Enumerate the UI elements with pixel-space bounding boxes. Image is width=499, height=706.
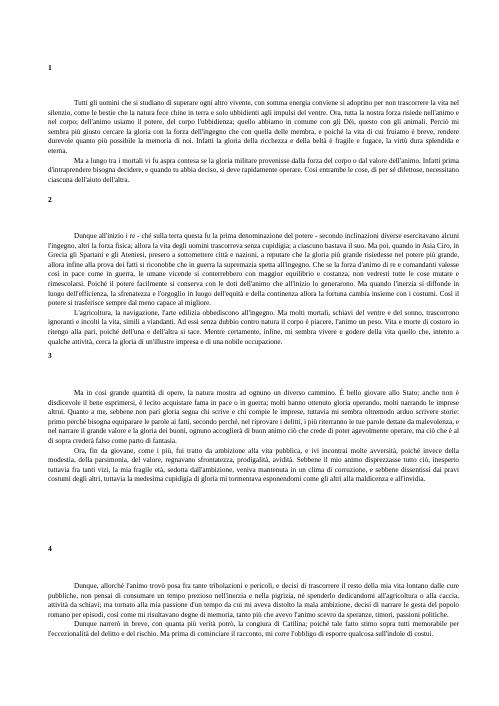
paragraph: Ora, fin da giovane, come i più, fui tratto da ambizione alla vita pubblica, e ivi incontrai molte avversità, poiché invece della modestia, della parsimonia, del valore, regnavano sfrontatezza, prodigalità, avidità. Sebbene il mio animo disprezzasse tutto ciò, inesperto tuttavia fra tanti vizi, la mia fragile età, sedotta dall'ambizione, veniva mantenuta in un clima di corruzione, e sebbene dissentissi dai pravi costumi degli altri, tuttavia la medesima cupidigia di gloria mi tormentava esponendomi come gli altri alla maldicenza e all'invidia. bbox=[48, 446, 459, 484]
section-number-4: 4 bbox=[48, 544, 52, 553]
section-3-text bbox=[48, 389, 459, 485]
section-number-1: 1 bbox=[48, 63, 52, 72]
section-4-text bbox=[48, 582, 459, 640]
paragraph: Dunque narrerò in breve, con quanta più verità potrò, la congiura di Catilina; poiché tale fatto stimo sopra tutti memorabile per l'eccezionalità del delitto e del rischio. Ma prima di cominciare il racconto, mi corre l'obbligo di esporre qualcosa sull'indole di costui. bbox=[48, 620, 459, 638]
section-number-2: 2 bbox=[48, 195, 52, 204]
paragraph: Dunque, allorché l'animo trovò posa fra tante tribolazioni e pericoli, e decisi di trascorrere il resto della mia vita lontano dalle cure pubbliche, non pensai di consumare un tempo prezioso nell'inerzia e nella pigrizia, né spenderlo dedicandomi all'agricoltura o alla caccia, attività da schiavi; ma tornato alla mia passione d'un tempo da cui mi aveva distolto la mala ambizione, decisi di narrare le gesta del popolo romano per episodi, così come mi risultavano degne di memoria, tanto più che avevo l'animo scevro da speranze, timori, passioni politiche. bbox=[48, 582, 459, 619]
section-2-text bbox=[48, 232, 459, 347]
paragraph: Dunque all'inizio i re - ché sulla terra questa fu la prima denominazione del potere - secondo inclinazioni diverse esercitavano alcuni l'ingegno, altri la forza fisica; allora la vita degli uomini trascorreva senza cupidigia; a ciascuno bastava il suo. Ma poi, quando in Asia Ciro, in Grecia gli Spartani e gli Ateniesi, presero a sottomettere città e nazioni, a reputare che la gloria più grande risiedesse nel potere più grande, allora infine alla prova dei fatti si riconobbe che in guerra la supremazia spetta all'ingegno. Che se la forza d'animo di re e comandanti valesse così in pace come in guerra, le umane vicende si conterrebbero con maggior equilibrio e costanza, non vedresti tutte le cose mutare e rimescolarsi. Poiché il potere facilmente si conserva con le doti dell'animo che all'inizio lo generarono. Ma quando l'inerzia si diffonde in luogo dell'efficienza, la sfrenatezza e l'orgoglio in luogo dell'equità e della continenza allora la fortuna cambia insieme con i costumi. Così il potere si trasferisce sempre dal meno capace al migliore. bbox=[48, 232, 459, 308]
paragraph: Ma a lungo tra i mortali vi fu aspra contesa se la gloria militare provenisse dalla forza del corpo o dal valore dell'animo. Infatti prima d'intraprendere bisogna decidere, e quando tu abbia deciso, si deve rapidamente operare. Così entrambe le cose, di per sé difettose, necessitano ciascuna dell'aiuto dell'altra. bbox=[48, 156, 459, 184]
section-number-3: 3 bbox=[48, 351, 52, 360]
paragraph: Tutti gli uomini che si studiano di superare ogni altro vivente, con somma energia conviene si adoprino per non trascorrere la vita nel silenzio, come le bestie che la natura fece chine in terra e solo ubbidienti agli impulsi del ventre. Ora, tutta la nostra forza risiede nell'animo e nel corpo; dell'animo usiamo il potere, del corpo l'ubbidienza; quello abbiamo in comune con gli Déi, questo con gli animali. Perciò mi sembra più giusto cercare la gloria con la forza dell'ingegno che con quella delle membra, e poiché la vita di cui fruiamo è breve, rendere durevole quanto più possibile la memoria di noi. Infatti la gloria della ricchezza e della beltà è fragile e fugace, la virtù dura splendida e eterna. bbox=[48, 99, 459, 155]
paragraph: L'agricoltura, la navigazione, l'arte edilizia obbediscono all'ingegno. Ma molti mortali, schiavi del ventre e del sonno, trascorrono ignoranti e incolti la vita, simili a viandanti. Ad essi senza dubbio contro natura il corpo è piacere, l'animo un peso. Vita e morte di costoro io ritengo alla pari, poiché dell'una e dell'altra si tace. Mentre certamente, infine, mi sembra vivere e godere della vita quello che, intento a qualche attività, cerca la gloria di un'illustre impresa e di una nobile occupazione. bbox=[48, 308, 459, 346]
paragraph: Ma in così grande quantità di opere, la natura mostra ad ognuno un diverso cammino. È bello giovare allo Stato; anche non è disdicevole il bene esprimersi, è lecito acquistare fama in pace o in guerra; molti hanno ottenuto gloria operando, molti narrando le imprese altrui. Quanto a me, sebbene non pari gloria segua chi scrive e chi compie le imprese, tuttavia mi sembra oltremodo arduo scrivere storie: primo perché bisogna equiparare le parole ai fatti, secondo perché, nel riprovare i delitti, i più riterranno le tue parole dettate da malevolenza, e nel narrare il grande valore e la gloria dei buoni, ognuno accoglierà di buon animo ciò che crede di poter agevolmente operare, ma ciò che è al di sopra crederà falso come parto di fantasia. bbox=[48, 389, 459, 445]
section-1-text bbox=[48, 99, 459, 185]
